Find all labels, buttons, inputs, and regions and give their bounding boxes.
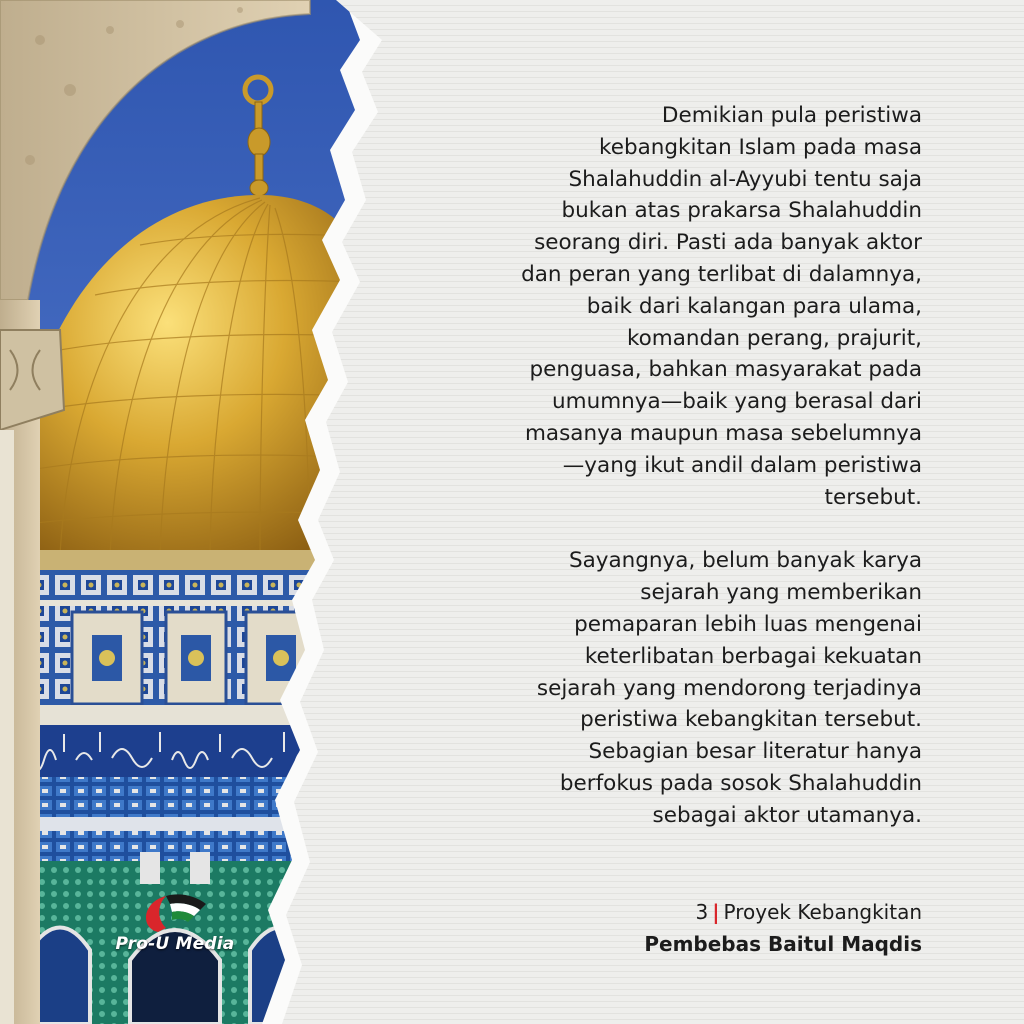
series-title: Pembebas Baitul Maqdis [644,932,922,956]
text-line: umumnya—baik yang berasal dari [552,389,922,415]
body-text [430,100,922,832]
text-line: sebagai aktor utamanya. [652,802,922,828]
paragraph-1 [430,100,922,513]
text-line: —yang ikut andil dalam peristiwa [562,452,922,478]
text-line: seorang diri. Pasti ada banyak aktor [534,230,922,256]
footer-series-line [644,896,922,928]
pro-u-media-logo [100,888,250,958]
text-line: berfokus pada sosok Shalahuddin [559,770,922,796]
text-line: masanya maupun masa sebelumnya [524,420,922,446]
text-line: Shalahuddin al-Ayyubi tentu saja [568,166,922,192]
text-line: penguasa, bahkan masyarakat pada [529,357,922,383]
logo-emblem-icon [100,888,250,938]
text-line: kebangkitan Islam pada masa [599,134,922,160]
logo-text: Pro-U Media [115,934,235,954]
text-line: Sayangnya, belum banyak karya [568,548,922,574]
text-line: Sebagian besar literatur hanya [588,739,922,765]
text-line: keterlibatan berbagai kekuatan [584,643,922,669]
text-line: dan peran yang terlibat di dalamnya, [521,261,922,287]
series-label: Proyek Kebangkitan [723,900,922,924]
text-line: Demikian pula peristiwa [661,103,922,128]
footer-separator: | [712,900,720,924]
text-line: peristiwa kebangkitan tersebut. [580,707,922,733]
footer [644,896,922,960]
page-number: 3 [695,900,709,924]
paragraph-2 [430,545,922,831]
text-line: sejarah yang mendorong terjadinya [536,675,922,701]
text-line: bukan atas prakarsa Shalahuddin [561,198,922,224]
text-line: pemaparan lebih luas mengenai [574,611,922,637]
text-line: komandan perang, prajurit, [626,325,922,351]
text-line: sejarah yang memberikan [640,580,922,606]
text-line: tersebut. [824,484,922,510]
text-line: baik dari kalangan para ulama, [586,293,922,319]
